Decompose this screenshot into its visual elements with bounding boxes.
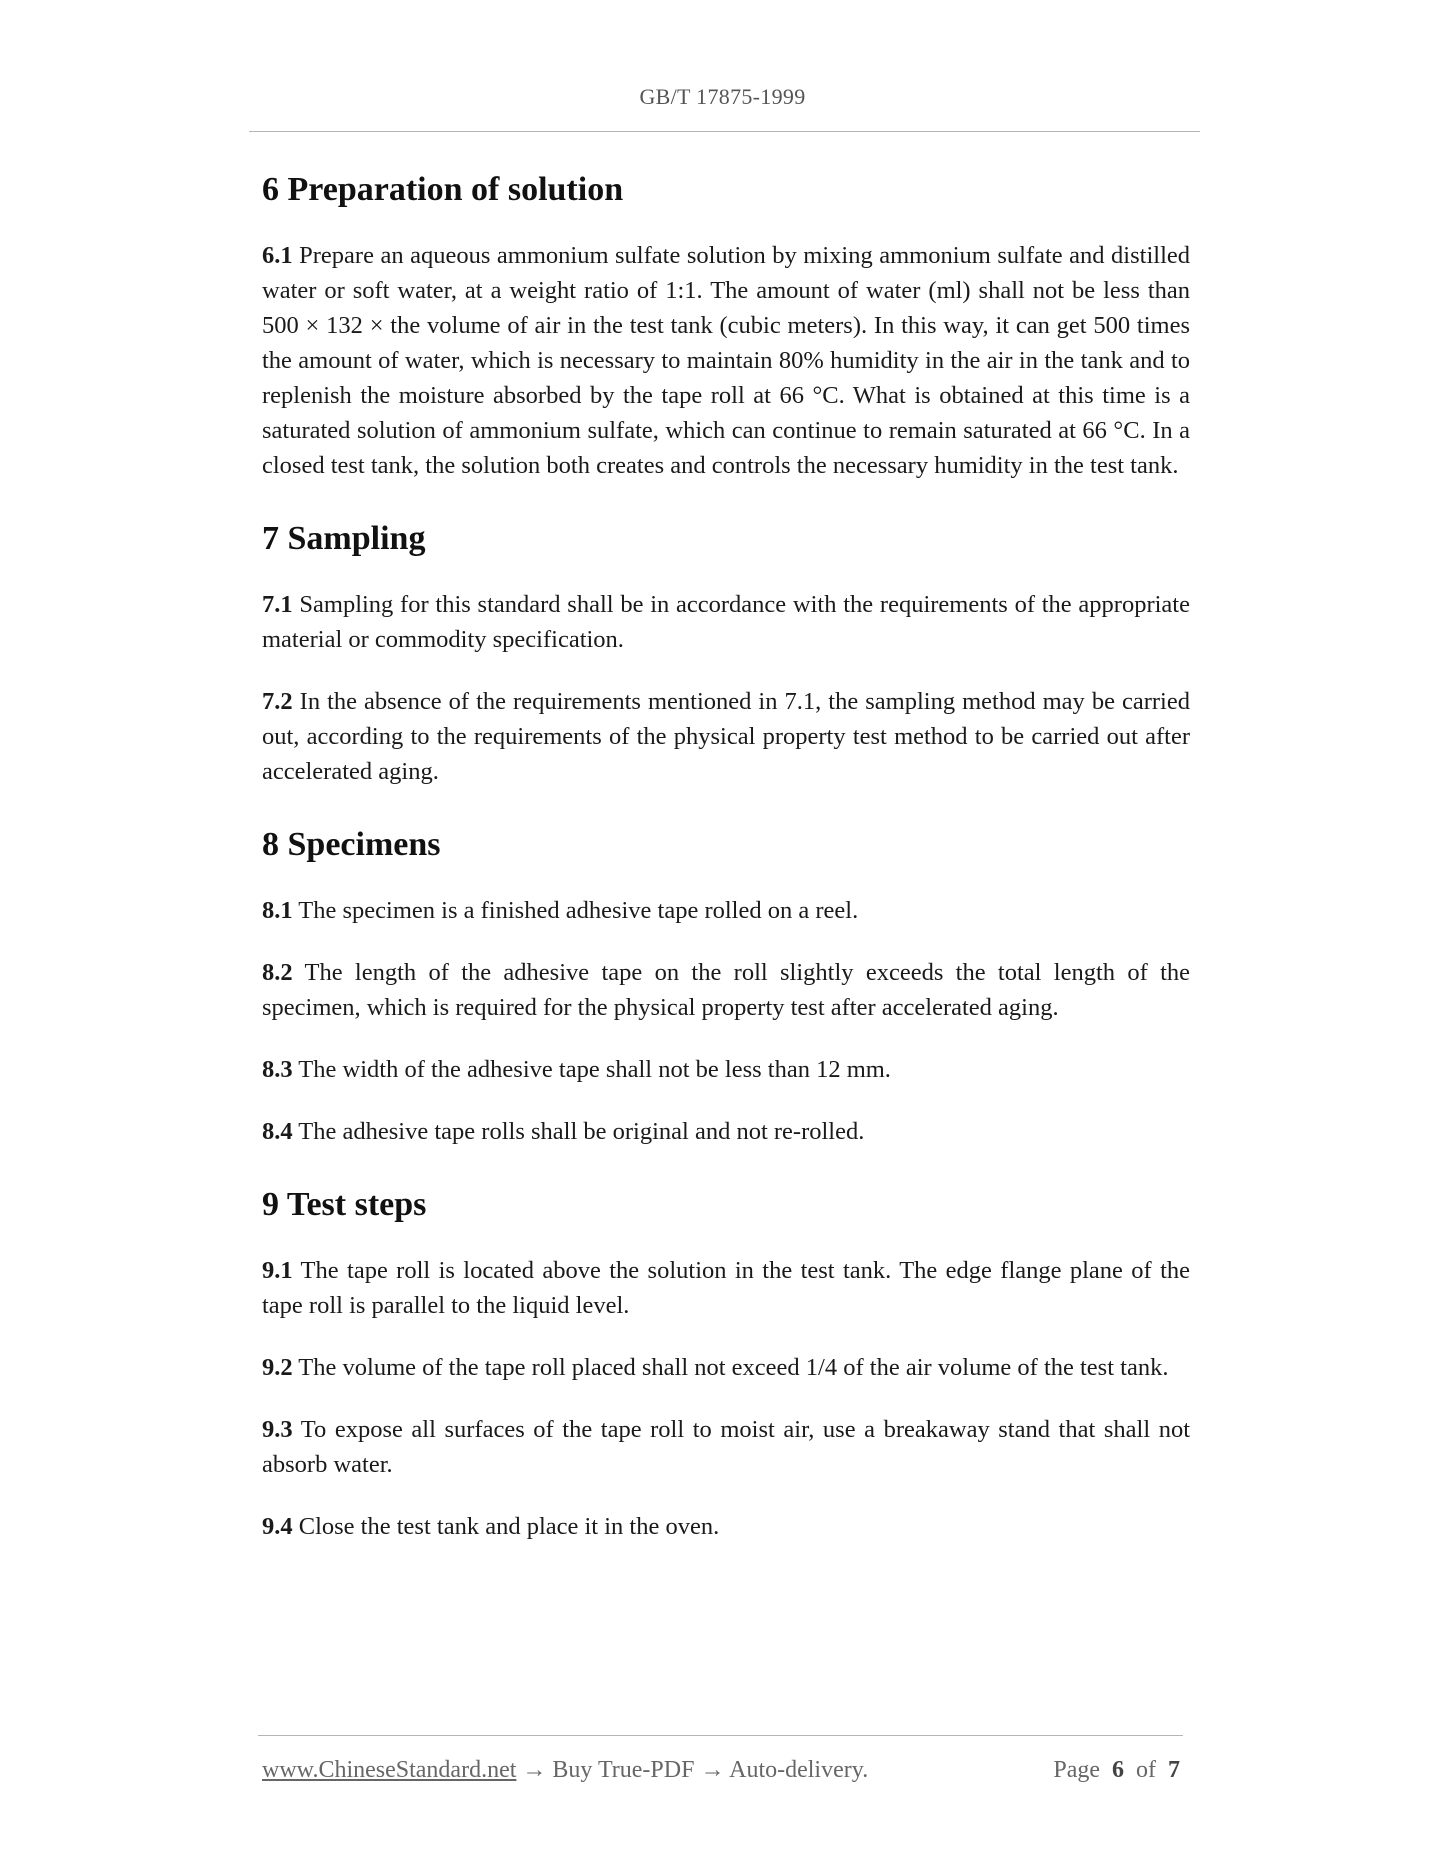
clause-paragraph bbox=[262, 1412, 1190, 1482]
footer-divider bbox=[258, 1735, 1183, 1736]
clause-number: 7.1 bbox=[262, 591, 293, 618]
clause-paragraph bbox=[262, 1114, 1190, 1149]
document-body bbox=[262, 168, 1190, 1578]
clause-number: 9.1 bbox=[262, 1257, 293, 1284]
section-heading: 6 Preparation of solution bbox=[262, 171, 624, 208]
clause-number: 8.3 bbox=[262, 1056, 293, 1083]
section-heading: 9 Test steps bbox=[262, 1186, 427, 1223]
section-8 bbox=[262, 823, 1190, 1149]
clause-number: 8.4 bbox=[262, 1118, 293, 1145]
header-divider bbox=[249, 131, 1200, 132]
section-9 bbox=[262, 1183, 1190, 1544]
clause-text: Prepare an aqueous ammonium sulfate solution by mixing ammonium sulfate and distilled water or soft water, at a weight ratio of 1:1. The amount of water (ml) shall not be less than 500 × 132 × the volume of air in the test tank (cubic meters). In this way, it can get 500 times the amount of water, which is necessary to maintain 80% humidity in the air in the tank and to replenish the moisture absorbed by the tape roll at 66 °C. What is obtained at this time is a saturated solution of ammonium sulfate, which can continue to remain saturated at 66 °C. In a closed test tank, the solution both creates and controls the necessary humidity in the test tank. bbox=[262, 242, 1190, 479]
page-indicator bbox=[1053, 1754, 1180, 1786]
clause-text: In the absence of the requirements mentioned in 7.1, the sampling method may be carried out, according to the requirements of the physical property test method to be carried out after accelerated aging. bbox=[262, 688, 1190, 785]
clause-paragraph bbox=[262, 1253, 1190, 1323]
section-7 bbox=[262, 517, 1190, 789]
clause-paragraph bbox=[262, 684, 1190, 789]
clause-number: 9.4 bbox=[262, 1513, 293, 1540]
clause-number: 6.1 bbox=[262, 242, 293, 269]
section-heading: 7 Sampling bbox=[262, 520, 426, 557]
current-page-number: 6 bbox=[1112, 1757, 1124, 1783]
clause-number: 8.2 bbox=[262, 959, 293, 986]
clause-text: The adhesive tape rolls shall be original and not re-rolled. bbox=[292, 1118, 865, 1145]
clause-paragraph bbox=[262, 1052, 1190, 1087]
clause-text: The volume of the tape roll placed shall not exceed 1/4 of the air volume of the test tank. bbox=[292, 1354, 1169, 1381]
clause-number: 7.2 bbox=[262, 688, 293, 715]
clause-text: Sampling for this standard shall be in accordance with the requirements of the appropriate material or commodity specification. bbox=[262, 591, 1190, 653]
section-6 bbox=[262, 168, 1190, 483]
clause-text: The width of the adhesive tape shall not be less than 12 mm. bbox=[292, 1056, 891, 1083]
running-header: GB/T 17875-1999 bbox=[639, 84, 806, 109]
clause-paragraph bbox=[262, 587, 1190, 657]
footer-promo bbox=[262, 1754, 868, 1786]
clause-text: The specimen is a finished adhesive tape rolled on a reel. bbox=[292, 897, 859, 924]
section-heading: 8 Specimens bbox=[262, 826, 441, 863]
website-link[interactable]: www.ChineseStandard.net bbox=[262, 1757, 517, 1783]
clause-text: The tape roll is located above the solution in the test tank. The edge flange plane of the tape roll is parallel to the liquid level. bbox=[262, 1257, 1190, 1319]
clause-number: 9.3 bbox=[262, 1416, 293, 1443]
clause-number: 9.2 bbox=[262, 1354, 293, 1381]
clause-paragraph bbox=[262, 1509, 1190, 1544]
clause-paragraph bbox=[262, 238, 1190, 483]
clause-paragraph bbox=[262, 955, 1190, 1025]
total-page-number: 7 bbox=[1168, 1757, 1180, 1783]
page-of-label: of bbox=[1136, 1757, 1156, 1783]
clause-text: Close the test tank and place it in the oven. bbox=[292, 1513, 720, 1540]
clause-text: The length of the adhesive tape on the roll slightly exceeds the total length of the specimen, which is required for the physical property test after accelerated aging. bbox=[262, 959, 1190, 1021]
clause-text: To expose all surfaces of the tape roll to moist air, use a breakaway stand that shall not absorb water. bbox=[262, 1416, 1190, 1478]
footer-promo-text: → Buy True-PDF → Auto-delivery. bbox=[516, 1757, 869, 1783]
clause-paragraph bbox=[262, 1350, 1190, 1385]
clause-number: 8.1 bbox=[262, 897, 293, 924]
page-label: Page bbox=[1053, 1757, 1100, 1783]
clause-paragraph bbox=[262, 893, 1190, 928]
